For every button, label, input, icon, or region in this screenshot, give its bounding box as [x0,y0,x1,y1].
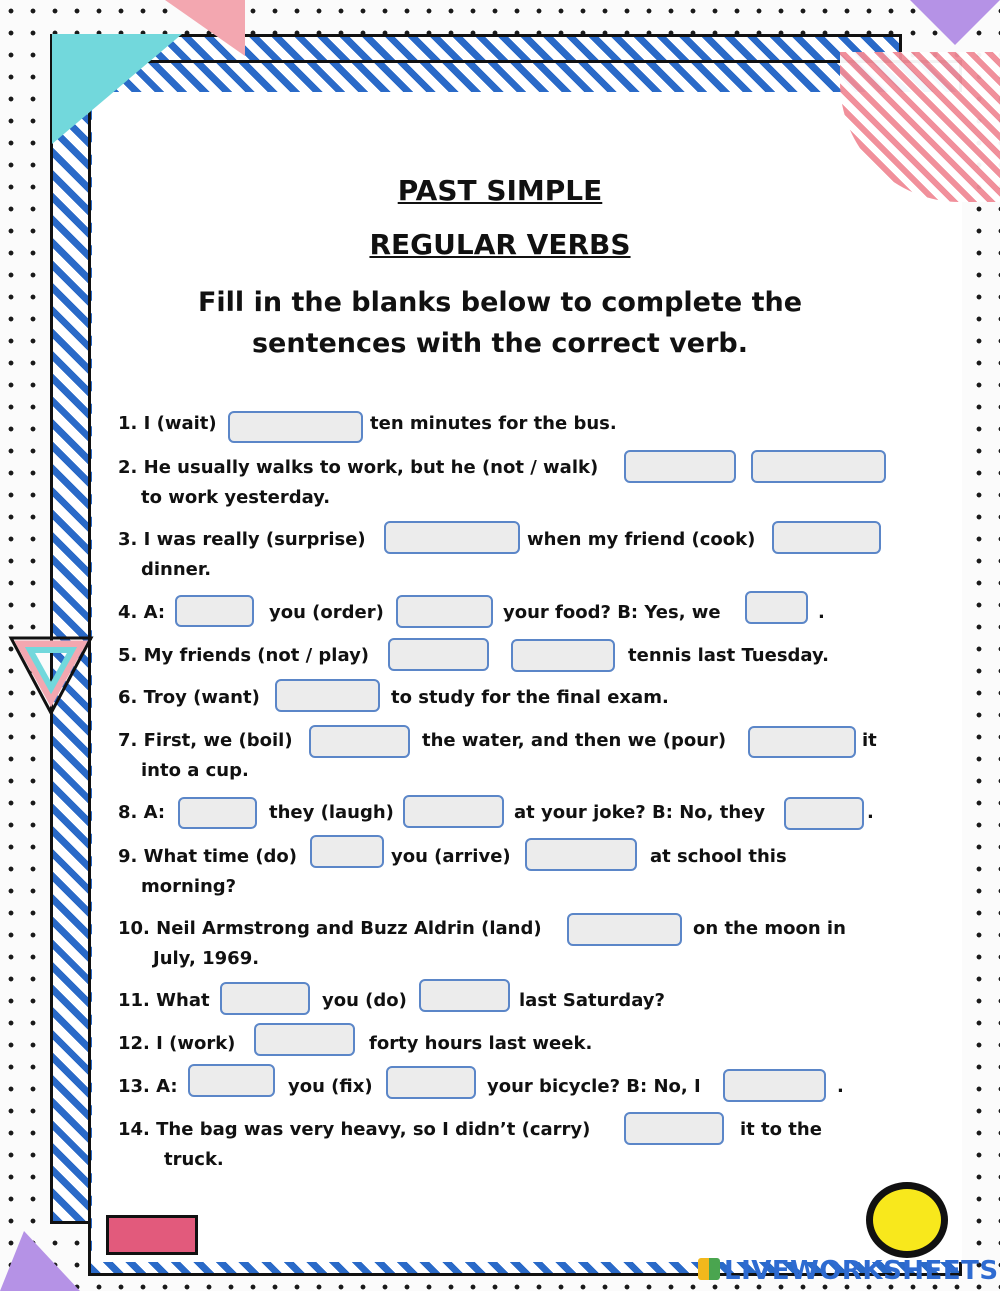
q6-text-b: to study for the final exam. [391,687,669,708]
q5-answer-box-1[interactable] [388,638,489,671]
pink-rectangle-decoration [106,1215,198,1255]
q6-answer-box[interactable] [275,679,380,712]
q12-answer-box[interactable] [254,1023,355,1056]
q9-text-c: at school this [650,846,787,867]
q3-text-c: dinner. [141,559,212,580]
q5-text-b: tennis last Tuesday. [628,645,829,666]
q3-answer-box-2[interactable] [772,521,881,554]
q1-answer-box[interactable] [228,411,363,443]
q1-text-a: 1. I (wait) [118,413,217,434]
q2-text-a: 2. He usually walks to work, but he (not / walk) [118,457,599,478]
q8-answer-box-1[interactable] [178,797,257,829]
q3-answer-box-1[interactable] [384,521,520,554]
q13-text-b: you (fix) [288,1076,373,1097]
q4-text-a: 4. A: [118,602,166,623]
q7-text-b: the water, and then we (pour) [422,730,727,751]
q9-answer-box-1[interactable] [310,835,384,868]
q14-text-b: it to the [740,1119,822,1140]
instruction-line-1: Fill in the blanks below to complete the [197,287,803,318]
q11-answer-box-1[interactable] [220,982,310,1015]
q1-text-b: ten minutes for the bus. [370,413,617,434]
q4-text-c: your food? B: Yes, we [503,602,721,623]
q2-answer-box-1[interactable] [624,450,736,483]
q7-answer-box-2[interactable] [748,726,856,758]
worksheet-title: PAST SIMPLE [397,174,603,207]
q13-answer-box-2[interactable] [386,1066,476,1099]
q10-answer-box[interactable] [567,913,682,946]
purple-triangle-decoration-bottom [0,1231,80,1291]
q14-text-a: 14. The bag was very heavy, so I didn’t (carry) [118,1119,591,1140]
watermark: LIVEWORKSHEETS [724,1256,999,1286]
q8-text-a: 8. A: [118,802,166,823]
q13-answer-box-1[interactable] [188,1064,275,1097]
q13-text-a: 13. A: [118,1076,178,1097]
q12-text-b: forty hours last week. [369,1033,593,1054]
q13-answer-box-3[interactable] [723,1069,826,1102]
q4-answer-box-2[interactable] [396,595,493,628]
q10-text-a: 10. Neil Armstrong and Buzz Aldrin (land) [118,918,542,939]
q8-answer-box-3[interactable] [784,797,864,830]
q2-answer-box-2[interactable] [751,450,886,483]
q8-answer-box-2[interactable] [403,795,504,828]
yellow-circle-decoration [866,1182,948,1258]
q11-text-b: you (do) [322,990,407,1011]
q7-text-c: it [862,730,877,751]
q9-text-d: morning? [141,876,237,897]
q7-text-a: 7. First, we (boil) [118,730,293,751]
q2-text-b: to work yesterday. [141,487,331,508]
q12-text-a: 12. I (work) [118,1033,236,1054]
q9-text-a: 9. What time (do) [118,846,298,867]
q9-text-b: you (arrive) [391,846,511,867]
q4-text-d: . [818,602,825,623]
instructions [0,282,1000,364]
q4-answer-box-1[interactable] [175,595,254,627]
instruction-line-2: sentences with the correct verb. [251,328,749,359]
q14-answer-box[interactable] [624,1112,724,1145]
q11-text-a: 11. What [118,990,210,1011]
worksheet-subtitle: REGULAR VERBS [369,228,631,261]
purple-triangle-decoration [910,0,1000,45]
q13-text-d: . [837,1076,844,1097]
q8-text-c: at your joke? B: No, they [514,802,766,823]
q8-text-b: they (laugh) [269,802,394,823]
q5-text-a: 5. My friends (not / play) [118,645,370,666]
q3-text-b: when my friend (cook) [527,529,756,550]
q5-answer-box-2[interactable] [511,639,615,672]
q9-answer-box-2[interactable] [525,838,637,871]
q8-text-d: . [867,802,874,823]
q6-text-a: 6. Troy (want) [118,687,260,708]
q11-text-c: last Saturday? [519,990,665,1011]
q11-answer-box-2[interactable] [419,979,510,1012]
penrose-triangle-decoration [6,628,96,718]
q7-text-d: into a cup. [141,760,249,781]
q3-text-a: 3. I was really (surprise) [118,529,366,550]
q4-answer-box-3[interactable] [745,591,808,624]
q10-text-b: on the moon in [693,918,846,939]
q14-text-c: truck. [164,1149,224,1170]
q7-answer-box-1[interactable] [309,725,410,758]
q4-text-b: you (order) [269,602,384,623]
q13-text-c: your bicycle? B: No, I [487,1076,701,1097]
q10-text-c: July, 1969. [153,948,260,969]
liveworksheets-logo-icon [698,1258,720,1280]
